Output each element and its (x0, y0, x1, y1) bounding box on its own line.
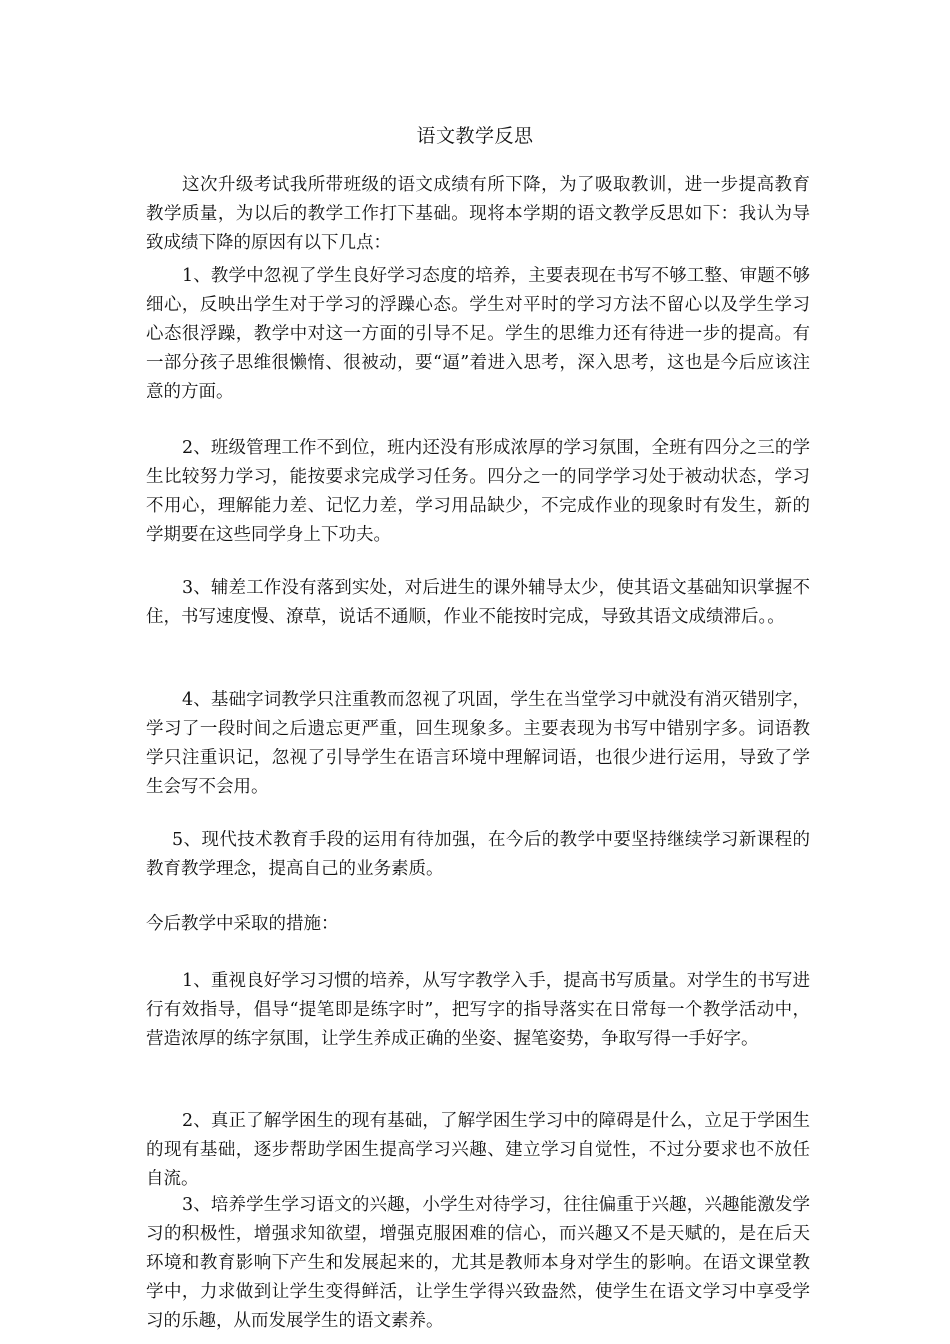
reason-paragraph-1: 1、教学中忽视了学生良好学习态度的培养，主要表现在书写不够工整、审题不够细心，反映出学生对于学习的浮躁心态。学生对平时的学习方法不留心以及学生学习心态很浮躁，教学中对这一方面的引导不足。学生的思维力还有待进一步的提高。有一部分孩子思维很懒惰、很被动，要“逼”着进入思考，深入思考，这也是今后应该注意的方面。 (146, 266, 810, 402)
reason-paragraph-3: 3、辅差工作没有落到实处，对后进生的课外辅导太少，使其语文基础知识掌握不住，书写速度慢、潦草，说话不通顺，作业不能按时完成，导致其语文成绩滞后。。 (146, 578, 810, 627)
document-title: 语文教学反思 (416, 125, 534, 147)
reason-paragraph-4: 4、基础字词教学只注重教而忽视了巩固，学生在当堂学习中就没有消灭错别字，学习了一段时间之后遗忘更严重，回生现象多。主要表现为书写中错别字多。词语教学只注重识记，忽视了引导学生在语言环境中理解词语，也很少进行运用，导致了学生会写不会用。 (146, 690, 810, 797)
measure-paragraph-3: 3、培养学生学习语文的兴趣，小学生对待学习，往往偏重于兴趣，兴趣能激发学习的积极性，增强求知欲望，增强克服困难的信心，而兴趣又不是天赋的，是在后天环境和教育影响下产生和发展起来的，尤其是教师本身对学生的影响。在语文课堂教学中，力求做到让学生变得鲜活，让学生学得兴致盎然，使学生在语文学习中享受学习的乐趣，从而发展学生的语文素养。 (146, 1195, 810, 1331)
reason-paragraph-2: 2、班级管理工作不到位，班内还没有形成浓厚的学习氛围，全班有四分之三的学生比较努力学习，能按要求完成学习任务。四分之一的同学学习处于被动状态，学习不用心，理解能力差、记忆力差，学习用品缺少，不完成作业的现象时有发生，新的学期要在这些同学身上下功夫。 (146, 438, 810, 545)
reason-paragraph-5: 5、现代技术教育手段的运用有待加强，在今后的教学中要坚持继续学习新课程的教育教学理念，提高自己的业务素质。 (146, 830, 810, 879)
measures-heading: 今后教学中采取的措施： (146, 914, 339, 934)
intro-paragraph: 这次升级考试我所带班级的语文成绩有所下降，为了吸取教训，进一步提高教育教学质量，为以后的教学工作打下基础。现将本学期的语文教学反思如下：我认为导致成绩下降的原因有以下几点： (146, 175, 810, 253)
measure-paragraph-2: 2、真正了解学困生的现有基础，了解学困生学习中的障碍是什么，立足于学困生的现有基础，逐步帮助学困生提高学习兴趣、建立学习自觉性，不过分要求也不放任自流。 (146, 1111, 810, 1189)
measure-paragraph-1: 1、重视良好学习习惯的培养，从写字教学入手，提高书写质量。对学生的书写进行有效指导，倡导“提笔即是练字时”，把写字的指导落实在日常每一个教学活动中，营造浓厚的练字氛围，让学生养成正确的坐姿、握笔姿势，争取写得一手好字。 (146, 971, 810, 1049)
